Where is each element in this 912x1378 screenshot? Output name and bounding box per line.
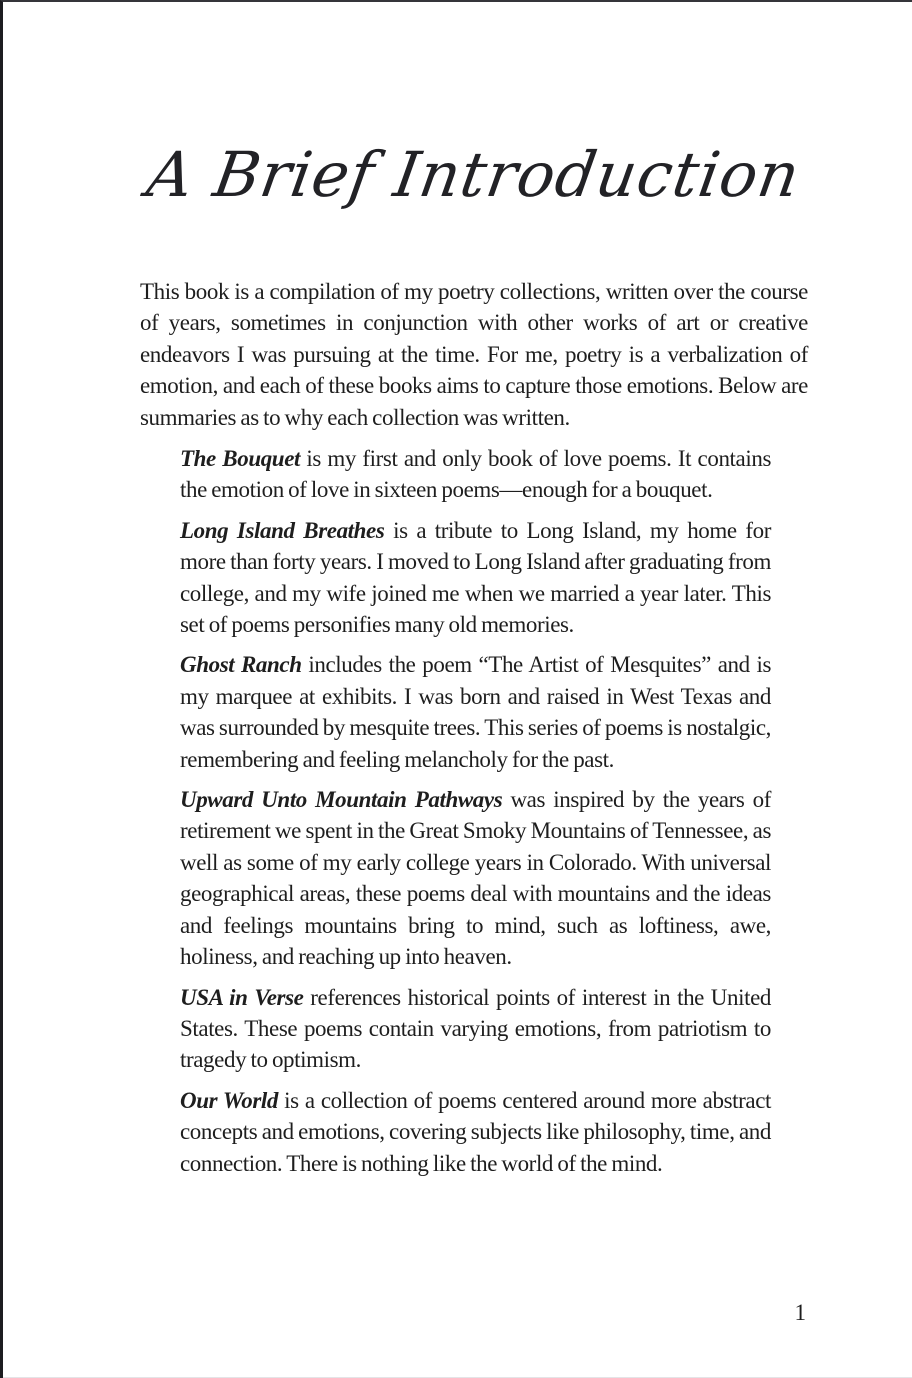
collection-paragraph (180, 443, 771, 506)
collection-description: was inspired by the years of retirement we spent in the Great Smoky Mountains of Tennessee, as well as some of my early college years in Colorado. With universal geographical areas, these poems deal with mountains and the ideas and feelings mountains bring to mind, such as loftiness, awe, holiness, and reaching up into heaven. (180, 787, 771, 970)
collection-paragraph (180, 1085, 771, 1179)
collection-paragraph (180, 982, 771, 1076)
collection-title: Our World (180, 1087, 278, 1113)
intro-paragraph: This book is a compilation of my poetry collections, written over the course of years, sometimes in conjunction with other works of art or creative endeavors I was pursuing at the time. For me, poetry is a verbalization of emotion, and each of these books aims to capture those emotions. Below are summaries as to why each collection was written. (140, 279, 808, 430)
page-title: A Brief Introduction (142, 138, 806, 211)
collection-paragraph (180, 649, 771, 775)
collection-title: Ghost Ranch (180, 652, 302, 678)
collection-description: includes the poem “The Artist of Mesquites” and is my marquee at exhibits. I was born and raised in West Texas and was surrounded by mesquite trees. This series of poems is nostalgic, remembering and feeling melancholy for the past. (180, 652, 772, 772)
collection-paragraph (180, 784, 771, 972)
collection-description: is a collection of poems centered around more abstract concepts and emotions, covering subjects like philosophy, time, and connection. There is nothing like the world of the mind. (180, 1087, 772, 1176)
collection-title: Upward Unto Mountain Pathways (180, 787, 503, 813)
collection-title: Long Island Breathes (180, 517, 385, 543)
collection-summaries (180, 443, 771, 1188)
page-number: 1 (794, 1300, 806, 1325)
collection-title: The Bouquet (180, 446, 300, 471)
collection-description: references historical points of interest in the United States. These poems contain varying emotions, from patriotism to tragedy to optimism. (180, 984, 772, 1073)
collection-title: USA in Verse (180, 984, 304, 1010)
collection-description: is a tribute to Long Island, my home for more than forty years. I moved to Long Island after graduating from college, and my wife joined me when we married a year later. This set of poems personifies many old memories. (180, 517, 771, 638)
collection-description: is my first and only book of love poems. It contains the emotion of love in sixteen poems—enough for a bouquet. (180, 446, 772, 503)
collection-paragraph (180, 515, 771, 641)
